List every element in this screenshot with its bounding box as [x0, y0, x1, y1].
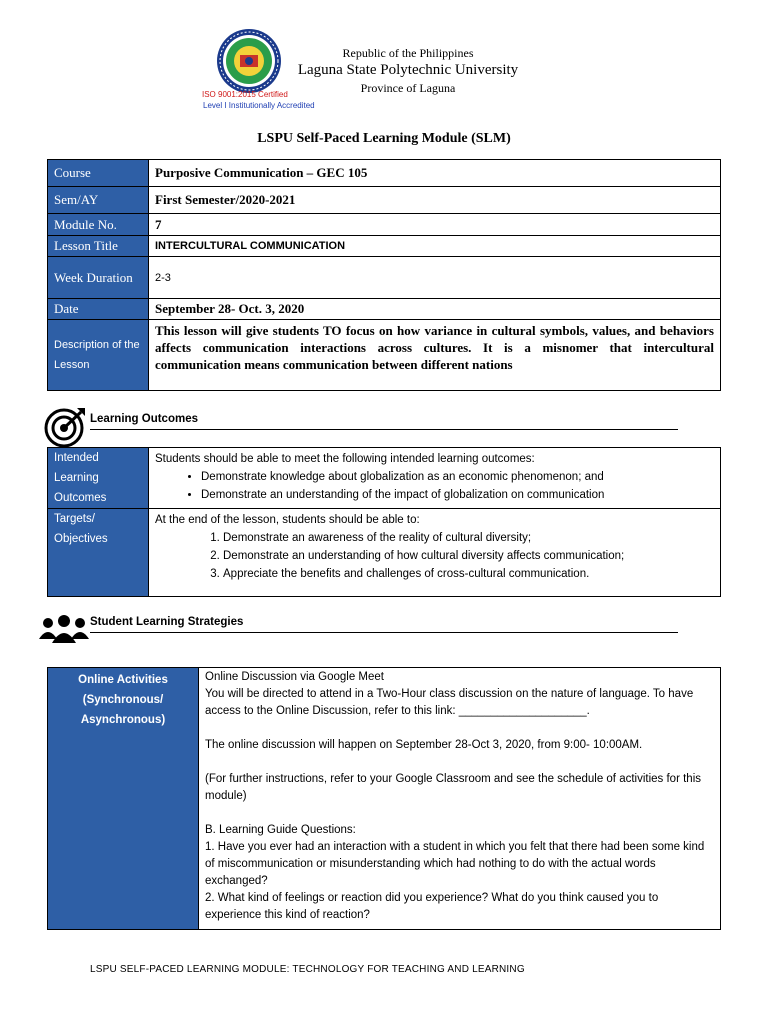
learning-outcomes-table [47, 447, 721, 597]
header-province: Province of Laguna [360, 81, 456, 95]
target-item: 1. Demonstrate an awareness of the reality of cultural diversity; [223, 529, 714, 547]
info-row-course [48, 160, 721, 187]
strategy-line: 2. What kind of feelings or reaction did you experience? What do you think caused you to experience this kind of reaction? [205, 892, 659, 921]
sem-value: First Semester/2020-2021 [149, 187, 721, 214]
section-divider [90, 632, 678, 633]
week-value: 2-3 [149, 257, 721, 299]
targets-content [149, 509, 721, 597]
learning-outcomes-heading: Learning Outcomes [90, 413, 198, 425]
target-item: 3. Appreciate the benefits and challenges of cross-cultural communication. [223, 565, 714, 583]
ilo-label: Intended Learning Outcomes [48, 448, 149, 509]
strategy-line: (For further instructions, refer to your Google Classroom and see the schedule of activities for this module) [205, 773, 701, 802]
lesson-value: INTERCULTURAL COMMUNICATION [149, 236, 721, 257]
strategy-line: You will be directed to attend in a Two-Hour class discussion on the nature of language. To have access to the Online Discussion, refer to this link: ____________________. [205, 688, 694, 717]
module-info-table [47, 159, 721, 391]
module-value: 7 [149, 214, 721, 236]
strategies-row [48, 668, 721, 930]
info-row-module [48, 214, 721, 236]
description-value: This lesson will give students TO focus on how variance in cultural symbols, values, and behaviors affects communication interactions across cultures. It is a misnomer that intercultural communication means communication between different nations [149, 320, 721, 391]
iso-certification: ISO 9001:2015 Certified [202, 90, 288, 99]
section-divider [90, 429, 678, 430]
targets-list [155, 529, 714, 583]
lesson-label: Lesson Title [48, 236, 149, 257]
course-label: Course [48, 160, 149, 187]
targets-row [48, 509, 721, 597]
info-row-date [48, 299, 721, 320]
module-title: LSPU Self-Paced Learning Module (SLM) [257, 131, 511, 146]
date-label: Date [48, 299, 149, 320]
header-university: Laguna State Polytechnic University [297, 62, 519, 78]
info-row-sem [48, 187, 721, 214]
strategies-content [199, 668, 721, 930]
ilo-row [48, 448, 721, 509]
ilo-item: • Demonstrate an understanding of the impact of globalization on communication [201, 486, 714, 504]
info-row-description [48, 320, 721, 391]
description-label: Description of the Lesson [48, 320, 149, 391]
group-people-icon [38, 613, 90, 645]
sem-label: Sem/AY [48, 187, 149, 214]
targets-label: Targets/ Objectives [48, 509, 149, 597]
date-value: September 28- Oct. 3, 2020 [149, 299, 721, 320]
course-value: Purposive Communication – GEC 105 [149, 160, 721, 187]
strategies-heading: Student Learning Strategies [90, 616, 244, 628]
online-activities-label: Online Activities (Synchronous/ Asynchronous) [48, 668, 199, 930]
page-footer: LSPU SELF-PACED LEARNING MODULE: TECHNOLOGY FOR TEACHING AND LEARNING [90, 964, 525, 975]
target-item: 2. Demonstrate an understanding of how cultural diversity affects communication; [223, 547, 714, 565]
accreditation-text: Level I Institutionally Accredited [203, 101, 315, 110]
ilo-intro: Students should be able to meet the following intended learning outcomes: [155, 453, 535, 465]
strategies-table [47, 667, 721, 930]
ilo-item: • Demonstrate knowledge about globalization as an economic phenomenon; and [201, 468, 714, 486]
strategy-line: B. Learning Guide Questions: [205, 824, 356, 836]
info-row-week [48, 257, 721, 299]
strategy-line: 1. Have you ever had an interaction with a student in which you felt that there had been some kind of miscommunication or misunderstanding which had nothing to do with the actual words exchanged? [205, 841, 705, 887]
header-republic: Republic of the Philippines [342, 46, 474, 60]
info-row-lesson [48, 236, 721, 257]
strategy-line: Online Discussion via Google Meet [205, 671, 384, 683]
module-label: Module No. [48, 214, 149, 236]
ilo-list [155, 468, 714, 504]
strategy-line: The online discussion will happen on September 28-Oct 3, 2020, from 9:00- 10:00AM. [205, 739, 643, 751]
ilo-content [149, 448, 721, 509]
week-label: Week Duration [48, 257, 149, 299]
targets-intro: At the end of the lesson, students should be able to: [155, 514, 420, 526]
target-icon [43, 406, 87, 448]
